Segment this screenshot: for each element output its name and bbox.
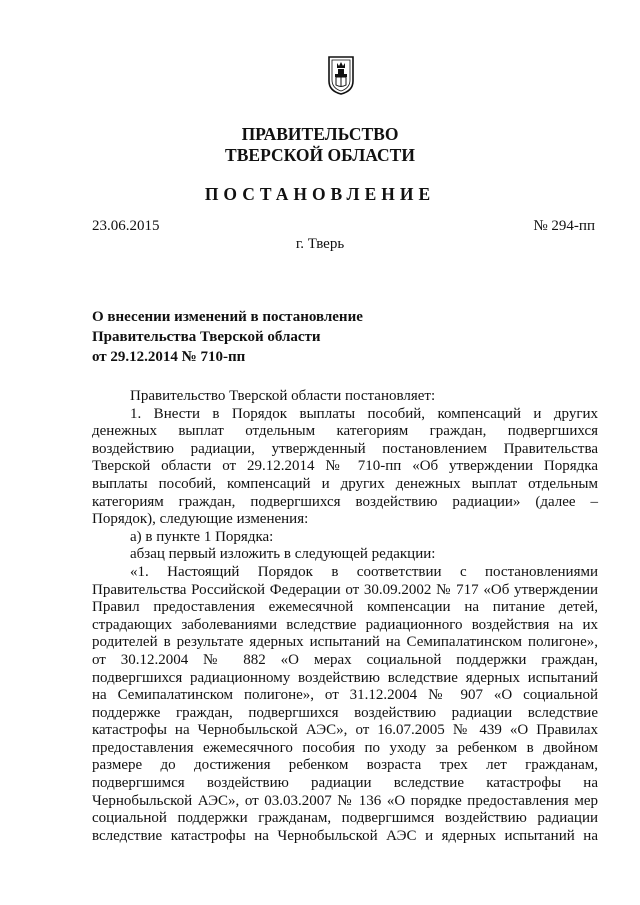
body-line: размере до достижения ребенком возраста трех лет гражданам,	[92, 757, 598, 774]
document-body	[92, 388, 598, 845]
body-line: денежных выплат отдельным категориям граждан, подвергшихся	[92, 423, 598, 440]
body-line: страдающих заболеваниями вследствие радиационного воздействия на их	[92, 616, 598, 633]
body-line: 1. Внести в Порядок выплаты пособий, компенсаций и других	[130, 405, 598, 422]
body-line: воздействию радиации, утвержденный постановлением Правительства	[92, 440, 598, 457]
title-line: от 29.12.2014 № 710-пп	[92, 349, 246, 365]
body-line: социальной поддержки гражданам, подвергшимся воздействию радиации	[92, 810, 598, 827]
body-line: категориям граждан, подвергшихся воздействию радиации» (далее –	[92, 493, 598, 510]
body-line: Порядок), следующие изменения:	[92, 511, 309, 528]
coat-of-arms-icon	[327, 55, 355, 95]
document-date: 23.06.2015	[92, 218, 160, 234]
body-line: вследствие катастрофы на Чернобыльской АЭС и ядерных испытаний на	[92, 827, 598, 844]
body-line: катастрофы на Чернобыльской АЭС», от 16.07.2005 № 439 «О Правилах	[92, 722, 598, 739]
body-line: Правительства Российской Федерации от 30.09.2002 № 717 «Об утверждении	[92, 581, 598, 598]
body-line: абзац первый изложить в следующей редакции:	[130, 546, 436, 563]
body-line: поддержке граждан, подвергшихся воздействию радиации вследствие	[92, 704, 598, 721]
body-line: а) в пункте 1 Порядка:	[130, 528, 274, 545]
body-line: на Семипалатинском полигоне», от 31.12.2004 № 907 «О социальной	[92, 687, 598, 704]
body-line: предоставления ежемесячного пособия по уходу за ребенком в двойном	[92, 739, 598, 756]
document-type: ПОСТАНОВЛЕНИЕ	[204, 184, 436, 204]
org-name-line2: ТВЕРСКОЙ ОБЛАСТИ	[225, 145, 415, 165]
org-name-line1: ПРАВИТЕЛЬСТВО	[241, 124, 399, 144]
body-line: Правил предоставления ежемесячной компенсации на питание детей,	[92, 599, 598, 616]
title-line: О внесении изменений в постановление	[92, 309, 363, 325]
document-number: № 294-пп	[533, 218, 595, 234]
body-line: Правительство Тверской области постановляет:	[130, 388, 436, 404]
body-line: «1. Настоящий Порядок в соответствии с постановлениями	[130, 563, 598, 580]
title-line: Правительства Тверской области	[92, 329, 321, 345]
document-title	[92, 307, 363, 367]
body-line: подвергшихся радиационному воздействию вследствие ядерных испытаний	[92, 669, 598, 686]
body-line: родителей в результате ядерных испытаний на Семипалатинском полигоне»,	[92, 634, 598, 651]
body-line: Тверской области от 29.12.2014 № 710-пп «Об утверждении Порядка	[92, 458, 598, 475]
body-line: выплаты пособий, компенсаций и других денежных выплат отдельным	[92, 475, 598, 492]
document-city: г. Тверь	[295, 236, 345, 252]
body-line: подвергшимся воздействию радиации вследствие катастрофы на	[92, 775, 598, 792]
body-line: Чернобыльской АЭС», от 03.03.2007 № 136 «О порядке предоставления мер	[92, 792, 598, 809]
body-line: от 30.12.2004 № 882 «О мерах социальной поддержки граждан,	[92, 651, 598, 668]
